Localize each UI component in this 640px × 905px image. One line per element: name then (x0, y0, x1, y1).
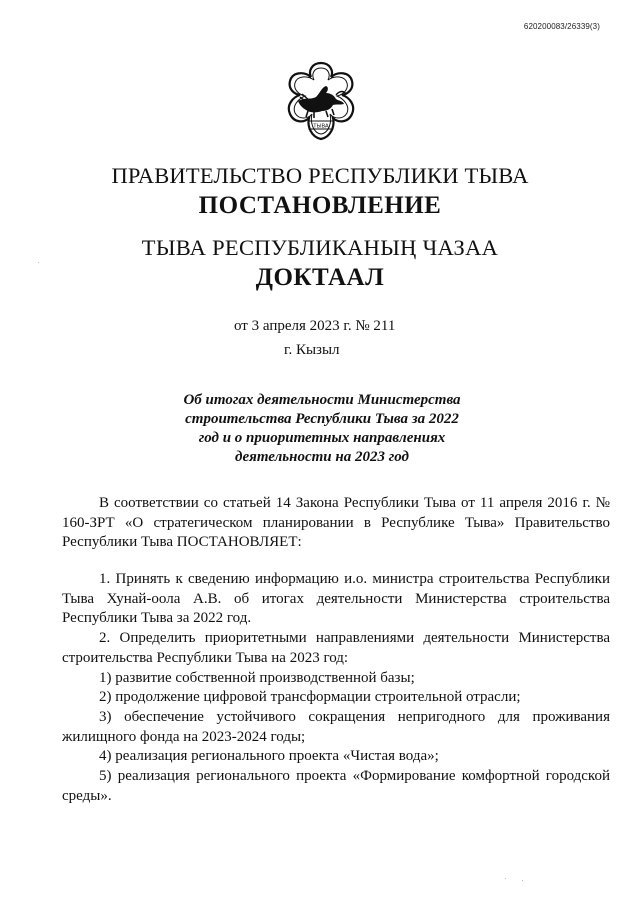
decree-title-line: деятельности на 2023 год (235, 449, 409, 465)
scan-artifact (522, 880, 523, 881)
decree-title-line: год и о приоритетных направлениях (198, 430, 446, 446)
decree-city: г. Кызыл (284, 342, 340, 358)
decree-item-2: 2. Определить приоритетными направлениями деятельности Министерства строительства Республики Тыва на 2023 год: (62, 630, 610, 666)
intro-paragraph-block (62, 494, 610, 553)
scan-artifact (505, 878, 506, 879)
priority-item-2: 2) продолжение цифровой трансформации строительной отрасли; (99, 689, 521, 706)
header-government-title: ПРАВИТЕЛЬСТВО РЕСПУБЛИКИ ТЫВА (111, 163, 529, 188)
decree-items (62, 570, 610, 806)
decree-date-number: от 3 апреля 2023 г. № 211 (234, 318, 396, 334)
header-decree-title: ПОСТАНОВЛЕНИЕ (198, 192, 442, 219)
decree-title-line: Об итогах деятельности Министерства (183, 392, 461, 408)
decree-title-line: строительства Республики Тыва за 2022 (185, 411, 459, 427)
intro-paragraph: В соответствии со статьей 14 Закона Республики Тыва от 11 апреля 2016 г. № 160-ЗРТ «О стратегическом планировании в Республике Тыва» Правительство Республики Тыва ПОСТАНОВЛЯЕТ: (62, 495, 610, 551)
decree-title (150, 391, 494, 467)
priority-item-1: 1) развитие собственной производственной базы; (99, 669, 415, 686)
header-decree-title-tyvan: ДОКТААЛ (255, 264, 385, 291)
document-registration-code: 620200083/26339(3) (523, 22, 600, 31)
priority-item-3: 3) обеспечение устойчивого сокращения непригодного для проживания жилищного фонда на 2023-2024 годы; (62, 708, 610, 745)
header-government-title-tyvan: ТЫВА РЕСПУБЛИКАНЫҢ ЧАЗАА (141, 235, 499, 260)
priority-item-5: 5) реализация регионального проекта «Формирование комфортной городской среды». (62, 768, 610, 804)
decree-item-1: 1. Принять к сведению информацию и.о. министра строительства Республики Тыва Хунай-оола А.В. об итогах деятельности Министерства строительства Республики Тыва за 2022 год. (62, 571, 610, 627)
priority-item-4: 4) реализация регионального проекта «Чистая вода»; (99, 748, 439, 765)
scan-artifact (38, 262, 39, 263)
coat-of-arms-emblem (276, 57, 366, 147)
svg-text:ТЫВА: ТЫВА (313, 123, 329, 130)
